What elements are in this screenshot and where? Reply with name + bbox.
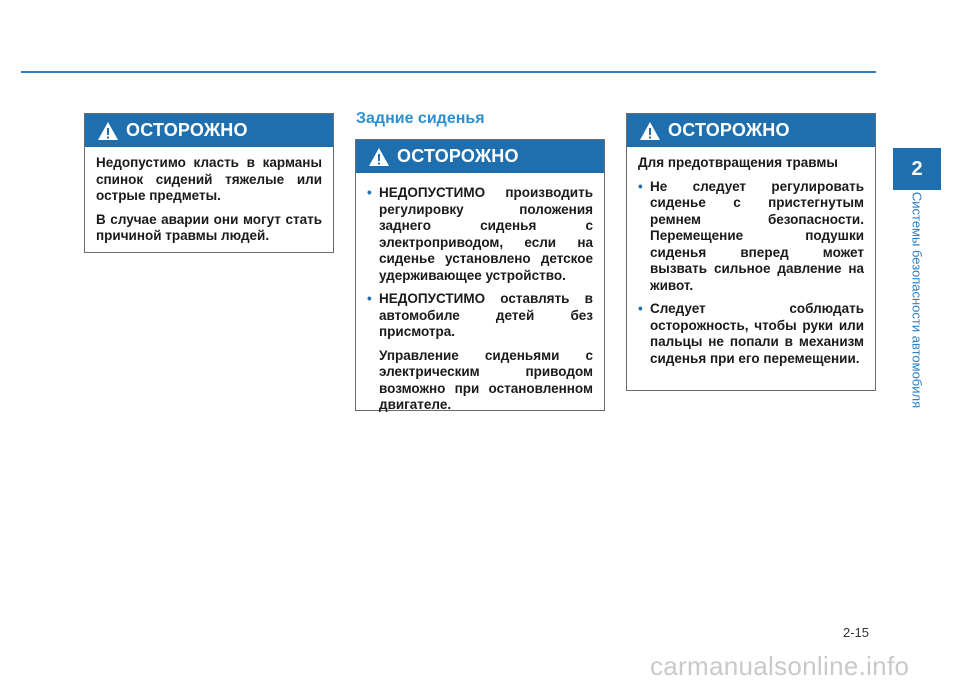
warning-header [85, 114, 333, 147]
warning-title: ОСТОРОЖНО [668, 120, 790, 140]
top-rule [21, 71, 876, 73]
list-item: • НЕДОПУСТИМО производить регулировку положения заднего сиденья с электроприводом, если на сиденье установлено детское удерживающее устройство. [367, 185, 593, 283]
warning-bullet-list [638, 179, 864, 368]
warning-triangle-icon [639, 121, 661, 141]
list-item: • НЕДОПУСТИМО оставлять в автомобиле детей без присмотра. [367, 291, 593, 339]
bullet-icon: • [367, 185, 372, 200]
section-title: Задние сиденья [356, 110, 485, 127]
chapter-title: Системы безопасности автомобиля [909, 191, 925, 409]
warning-header [356, 140, 604, 173]
warning-paragraph: В случае аварии они могут стать причиной травмы людей. [96, 211, 322, 243]
warning-bullet-list [367, 185, 593, 341]
warning-title: ОСТОРОЖНО [397, 146, 519, 166]
warning-header [627, 114, 875, 147]
warning-paragraph: Недопустимо класть в карманы спинок сидений тяжелые или острые предметы. [96, 155, 322, 203]
chapter-badge: 2 [893, 148, 941, 190]
warning-intro: Для предотвращения травмы [638, 155, 838, 170]
warning-body [85, 147, 333, 245]
list-item: • Следует соблюдать осторожность, чтобы руки или пальцы не попали в механизм сиденья при его перемещении. [638, 301, 864, 366]
warning-box-2 [355, 139, 605, 411]
bullet-icon: • [367, 291, 372, 306]
bullet-icon: • [638, 178, 643, 194]
warning-box-3 [626, 113, 876, 391]
bullet-icon: • [638, 301, 643, 316]
watermark: carmanualsonline.info [650, 651, 910, 681]
warning-triangle-icon [368, 147, 390, 167]
warning-box-1 [84, 113, 334, 253]
warning-triangle-icon [97, 121, 119, 141]
warning-body [627, 147, 875, 367]
warning-title: ОСТОРОЖНО [126, 120, 248, 140]
warning-note: Управление сиденьями с электрическим приводом возможно при остановленном двигателе. [379, 347, 593, 412]
warning-body [356, 173, 604, 414]
page-number: 2-15 [843, 625, 870, 640]
list-item: • Не следует регулировать сиденье с пристегнутым ремнем безопасности. Перемещение подушки сиденья вперед может вызвать сильное давление на живот. [638, 178, 864, 293]
